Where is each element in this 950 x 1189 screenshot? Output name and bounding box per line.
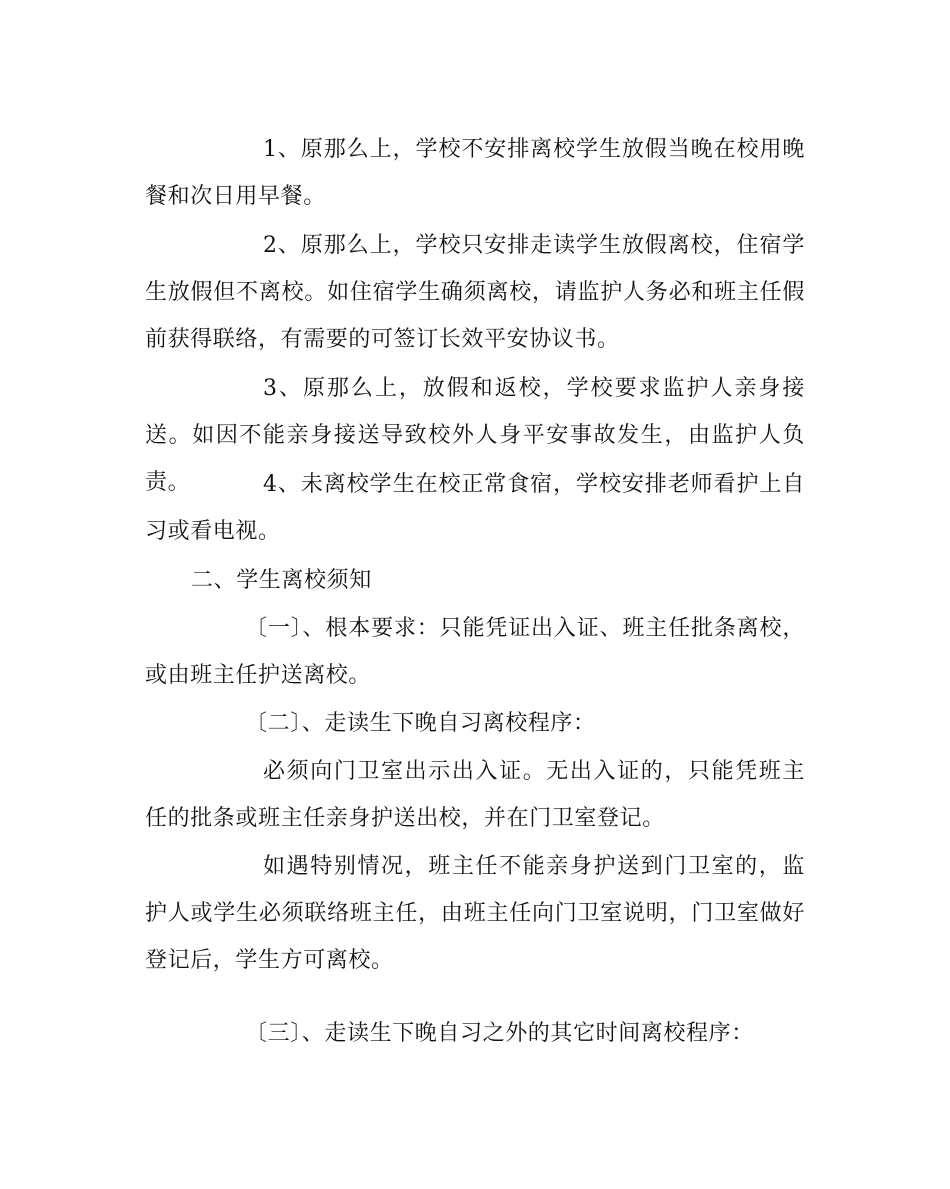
subsection-3-heading: 〔三〕、走读生下晚自习之外的其它时间离校程序：: [245, 1021, 754, 1046]
subsection-2-heading: 〔二〕、走读生下晚自习离校程序：: [245, 711, 596, 736]
paragraph-special-circumstances: 如遇特别情况，班主任不能亲身护送到门卫室的，监护人或学生必须联络班主任，由班主任向门卫室说明，门卫室做好登记后，学生方可离校。: [145, 854, 805, 973]
paragraph-rule-2: 2、原那么上，学校只安排走读学生放假离校，住宿学生放假但不离校。如住宿学生确须离校，请监护人务必和班主任假前获得联络，有需要的可签订长效平安协议书。: [145, 233, 805, 352]
paragraph-pass-requirement: 必须向门卫室出示出入证。无出入证的，只能凭班主任的批条或班主任亲身护送出校，并在门卫室登记。: [145, 759, 805, 831]
paragraph-rule-1: 1、原那么上，学校不安排离校学生放假当晚在校用晚餐和次日用早餐。: [145, 137, 805, 209]
paragraph-rule-4: 4、未离校学生在校正常食宿，学校安排老师看护上自习或看电视。: [145, 472, 805, 544]
paragraph-rule-3: 3、原那么上，放假和返校，学校要求监护人亲身接送。如因不能亲身接送导致校外人身平安事故发生，由监护人负责。: [145, 376, 805, 495]
section-heading-2: 二、学生离校须知: [191, 568, 372, 593]
subsection-1-basic-requirements: 〔一〕、根本要求：只能凭证出入证、班主任批条离校，或由班主任护送离校。: [145, 616, 805, 688]
